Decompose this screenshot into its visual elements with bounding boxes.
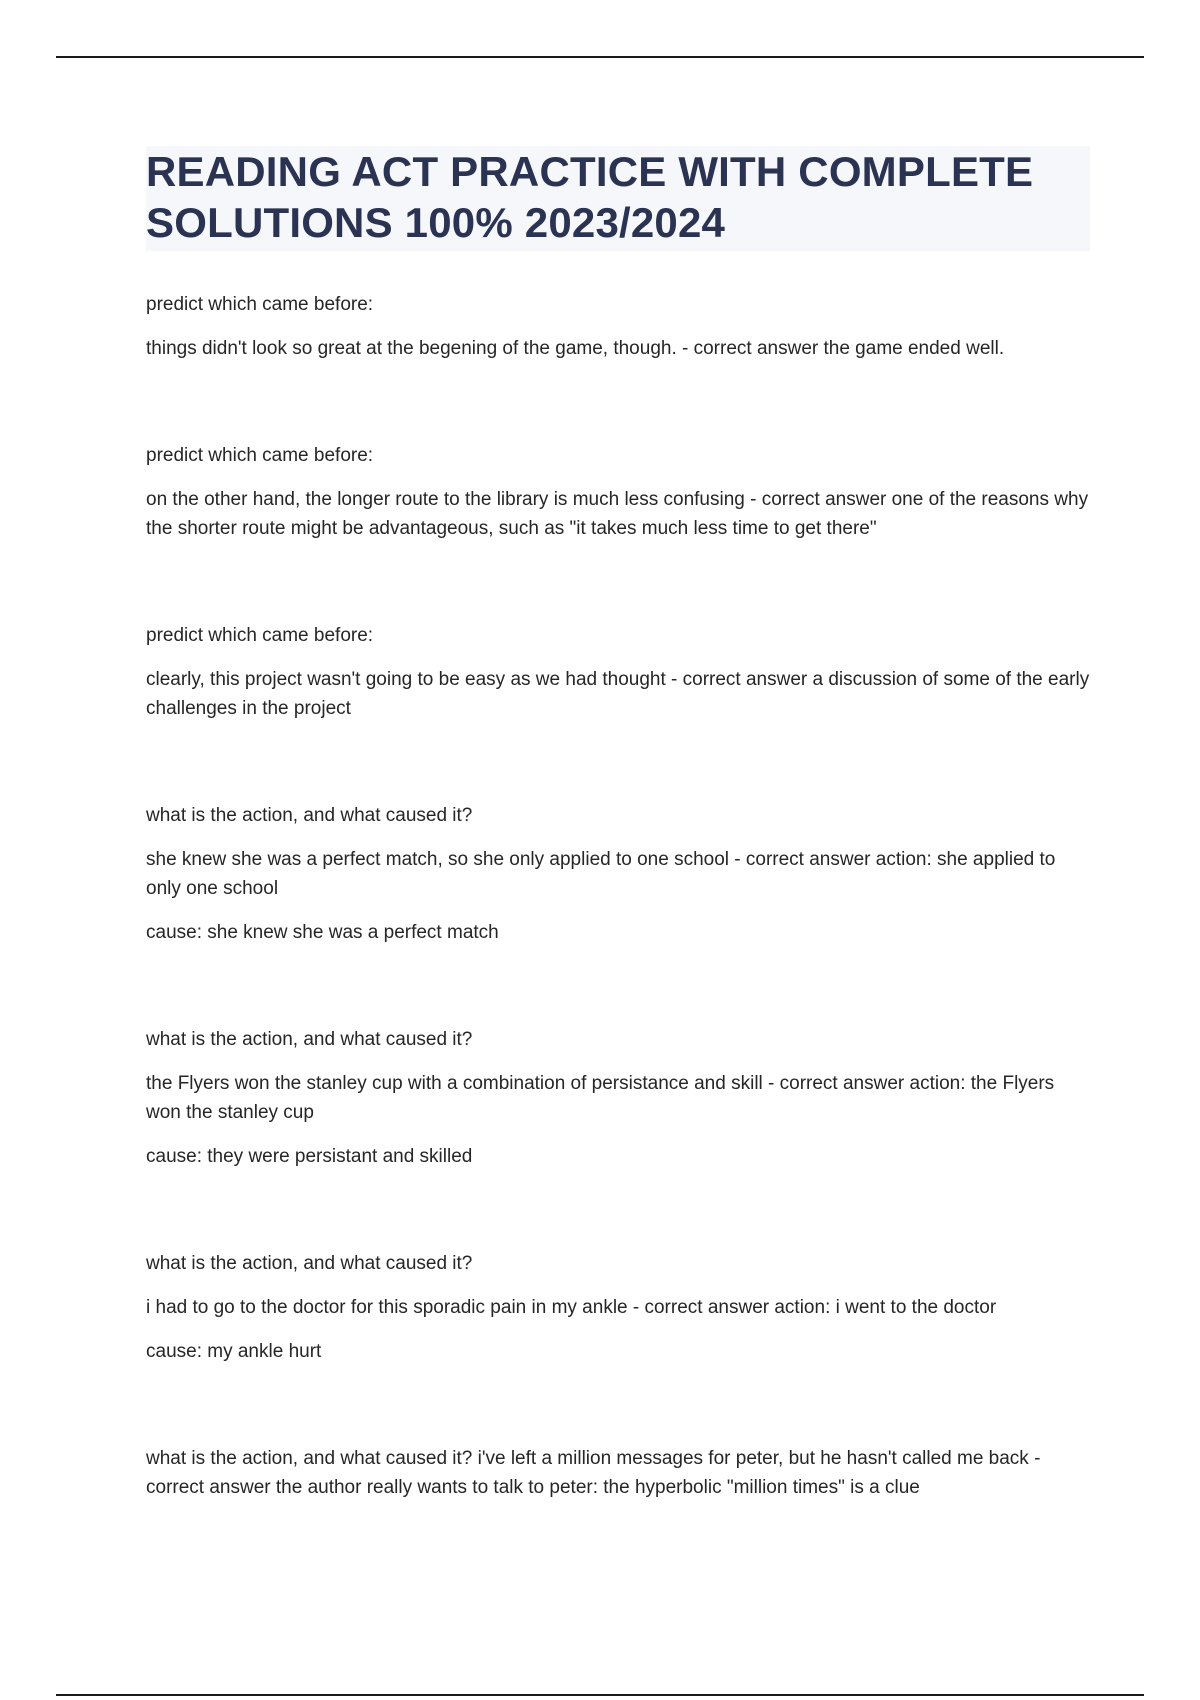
answer-text: on the other hand, the longer route to the library is much less confusing - correct answer one of the reasons why the shorter route might be advantageous, such as "it takes much less time to get there" — [146, 489, 1089, 539]
answer-text: things didn't look so great at the begening of the game, though. - correct answer the game ended well. — [146, 338, 1005, 359]
question-text: predict which came before: — [146, 294, 374, 315]
answer-text: the Flyers won the stanley cup with a combination of persistance and skill - correct answer action: the Flyers won the stanley cup — [146, 1073, 1055, 1123]
question-text: predict which came before: — [146, 625, 374, 646]
title-banner — [146, 146, 1090, 251]
answer-text: she knew she was a perfect match, so she only applied to one school - correct answer action: she applied to only one school — [146, 849, 1056, 899]
qa-entry — [146, 801, 1090, 947]
qa-entry — [146, 1025, 1090, 1171]
top-rule — [56, 56, 1144, 58]
qa-entry — [146, 441, 1090, 543]
document-body — [146, 146, 1090, 1502]
page-title: READING ACT PRACTICE WITH COMPLETE SOLUTIONS 100% 2023/2024 — [146, 148, 1034, 246]
bottom-rule — [56, 1694, 1144, 1696]
qa-entry — [146, 1249, 1090, 1366]
question-text: what is the action, and what caused it? — [146, 1029, 473, 1050]
qa-entry — [146, 290, 1090, 363]
cause-text: cause: my ankle hurt — [146, 1341, 322, 1362]
answer-text: clearly, this project wasn't going to be easy as we had thought - correct answer a discussion of some of the early challenges in the project — [146, 669, 1090, 719]
answer-text: i had to go to the doctor for this sporadic pain in my ankle - correct answer action: i went to the doctor — [146, 1297, 997, 1318]
cause-text: cause: she knew she was a perfect match — [146, 922, 499, 943]
question-text: what is the action, and what caused it? — [146, 1253, 473, 1274]
qa-entry — [146, 621, 1090, 723]
question-text: predict which came before: — [146, 445, 374, 466]
cause-text: cause: they were persistant and skilled — [146, 1146, 473, 1167]
question-text: what is the action, and what caused it? — [146, 805, 473, 826]
combined-qa-text: what is the action, and what caused it? i've left a million messages for peter, but he hasn't called me back - correct answer the author really wants to talk to peter: the hyperbolic "million times" is a clue — [146, 1448, 1041, 1498]
qa-entry — [146, 1444, 1090, 1502]
